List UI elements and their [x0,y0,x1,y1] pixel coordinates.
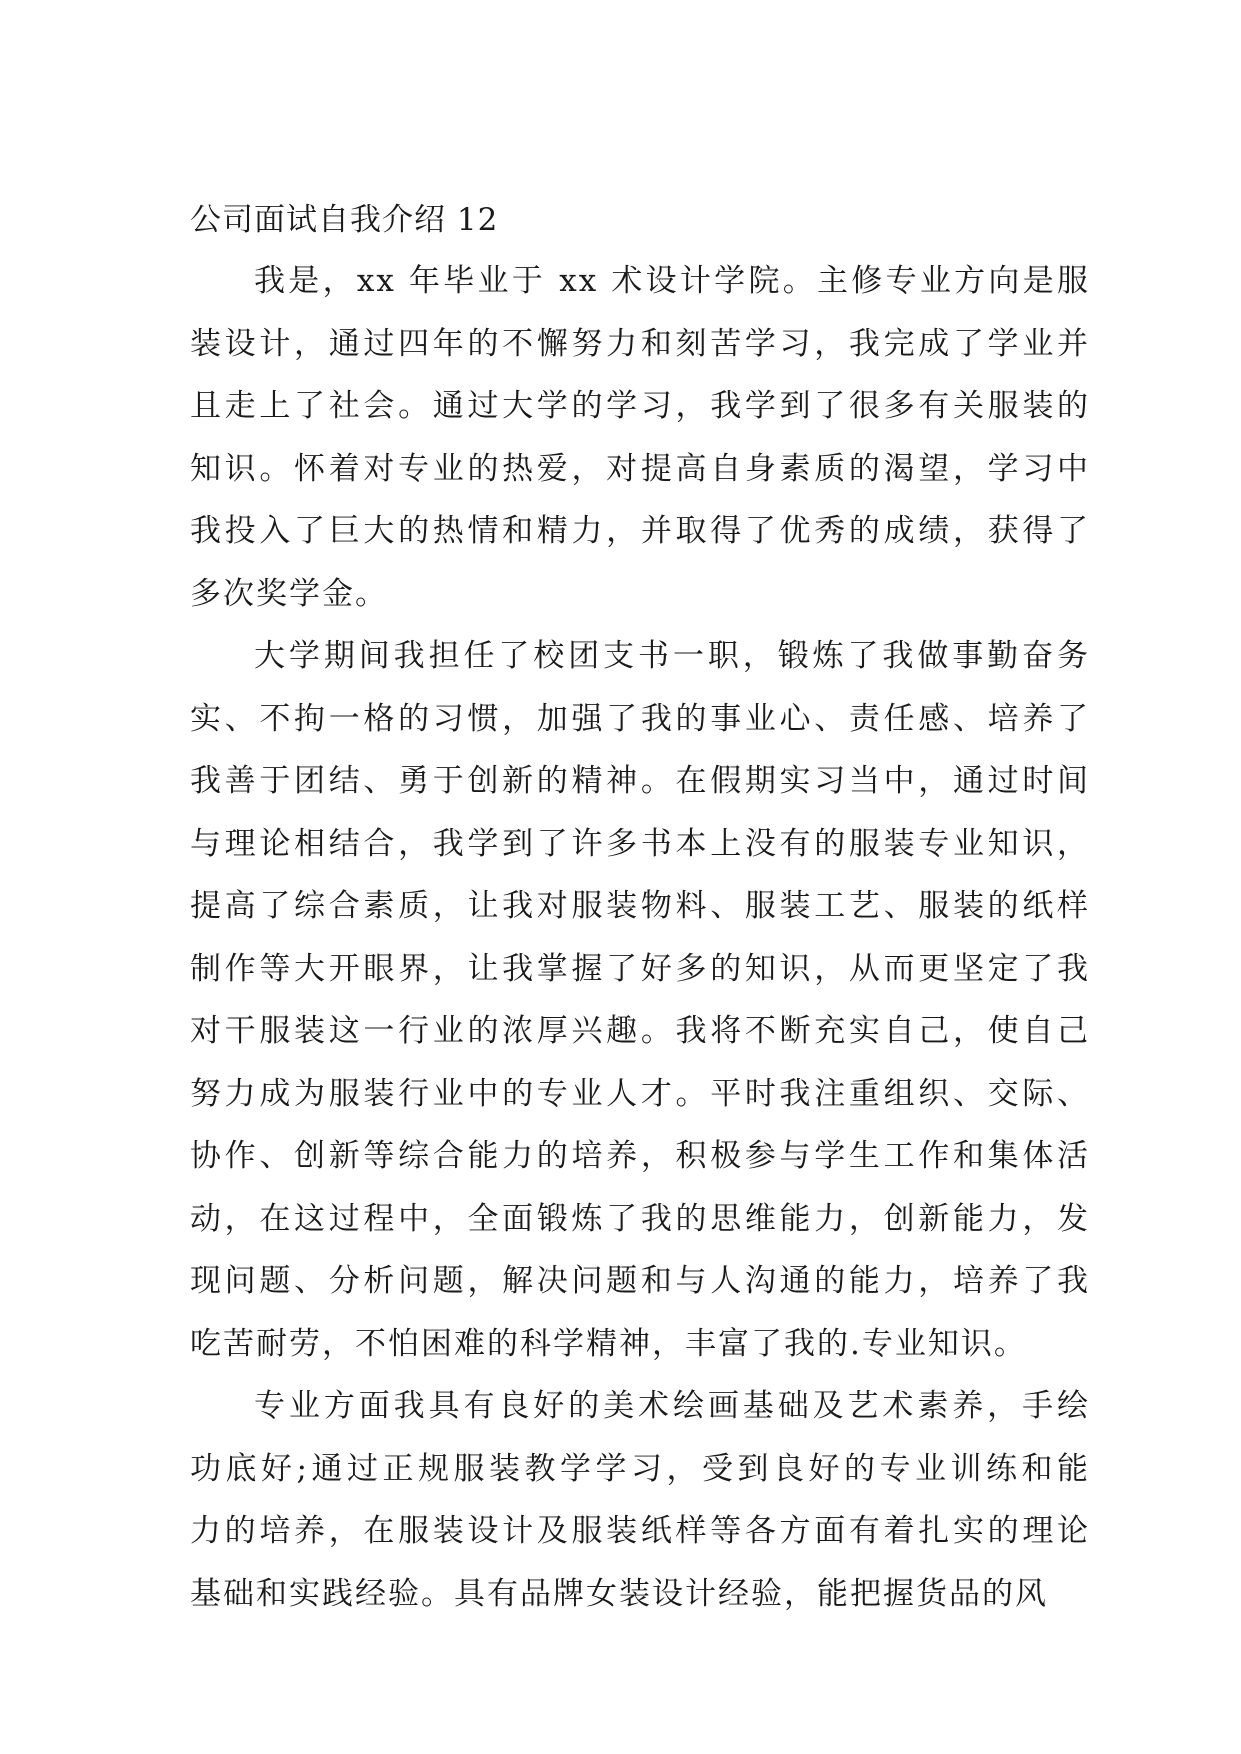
document-title: 公司面试自我介绍 12 [190,202,499,238]
text-line: 我善于团结、勇于创新的精神。在假期实习当中，通过时间 [190,763,1090,799]
text-line: 提高了综合素质，让我对服装物料、服装工艺、服装的纸样 [190,888,1090,924]
text-line: 制作等大开眼界，让我掌握了好多的知识，从而更坚定了我 [190,950,1090,987]
paragraph [190,1375,1090,1625]
text-line: 现问题、分析问题，解决问题和与人沟通的能力，培养了我 [190,1263,1090,1299]
text-line: 与理论相结合，我学到了许多书本上没有的服装专业知识， [190,825,1090,862]
text-line: 努力成为服装行业中的专业人才。平时我注重组织、交际、 [190,1075,1090,1112]
text-line: 协作、创新等综合能力的培养，积极参与学生工作和集体活 [190,1138,1090,1174]
paragraph [190,250,1090,625]
text-line: 且走上了社会。通过大学的学习，我学到了很多有关服装的 [190,388,1090,424]
text-line: 大学期间我担任了校团支书一职，锻炼了我做事勤奋务 [254,638,1090,674]
paragraph [190,625,1090,1375]
text-line: 知识。怀着对专业的热爱，对提高自身素质的渴望，学习中 [190,450,1090,487]
text-line: 专业方面我具有良好的美术绘画基础及艺术素养，手绘 [254,1388,1090,1424]
text-line: 基础和实践经验。具有品牌女装设计经验，能把握货品的风 [190,1575,1048,1612]
text-line: 我是，xx 年毕业于 xx 术设计学院。主修专业方向是服 [254,263,1090,299]
text-line: 力的培养，在服装设计及服装纸样等各方面有着扎实的理论 [190,1513,1090,1549]
text-line: 装设计，通过四年的不懈努力和刻苦学习，我完成了学业并 [190,325,1090,362]
text-line: 多次奖学金。 [190,575,388,612]
text-line: 动，在这过程中，全面锻炼了我的思维能力，创新能力，发 [190,1200,1090,1237]
text-line: 实、不拘一格的习惯，加强了我的事业心、责任感、培养了 [190,700,1090,737]
document-body [190,250,1090,1625]
text-line: 吃苦耐劳，不怕困难的科学精神，丰富了我的.专业知识。 [190,1325,1027,1362]
text-line: 我投入了巨大的热情和精力，并取得了优秀的成绩，获得了 [190,513,1090,549]
text-line: 对干服装这一行业的浓厚兴趣。我将不断充实自己，使自己 [190,1013,1090,1049]
text-line: 功底好;通过正规服装教学学习，受到良好的专业训练和能 [190,1450,1090,1487]
